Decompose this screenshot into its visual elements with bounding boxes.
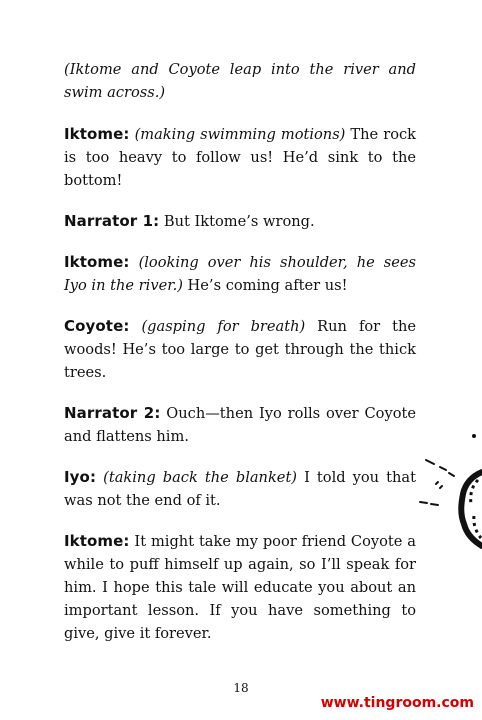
watermark-text: www.tingroom.com: [320, 695, 474, 711]
dialogue-paragraph: [64, 315, 416, 384]
speaker-name: Iktome:: [64, 125, 130, 143]
dialogue-text: Run for the woods! He’s too large to get through the thick trees.: [64, 318, 417, 381]
dialogue-text: I told you that was not the end of it.: [64, 469, 416, 509]
speaker-name: Coyote:: [64, 317, 130, 335]
dialogue-text: But Iktome’s wrong.: [159, 213, 315, 230]
dialogue-text: He’s coming after us!: [182, 277, 348, 294]
speaker-name: Narrator 1:: [64, 212, 160, 230]
dialogue-paragraph: [64, 530, 416, 645]
speaker-name: Iktome:: [64, 253, 130, 271]
stage-direction: (making swimming motions): [134, 126, 346, 143]
stage-direction: (Iktome and Coyote leap into the river and swim across.): [64, 61, 416, 101]
stage-direction: (looking over his shoulder, he sees Iyo in the river.): [64, 254, 416, 294]
dialogue-text: It might take my poor friend Coyote a while to puff himself up again, so I’ll speak for him. I hope this tale will educate you about an important lesson. If you have something to give, give it forever.: [64, 533, 416, 642]
script-page: [64, 58, 416, 663]
dialogue-text: The rock is too heavy to follow us! He’d sink to the bottom!: [64, 126, 416, 189]
stage-direction-paragraph: [64, 58, 416, 104]
dialogue-paragraph: [64, 210, 416, 233]
stage-direction: (gasping for breath): [141, 318, 306, 335]
page-number: 18: [233, 681, 249, 695]
speaker-name: Narrator 2:: [64, 404, 161, 422]
speaker-name: Iyo:: [64, 468, 97, 486]
stage-direction: (taking back the blanket): [103, 469, 297, 486]
dialogue-paragraph: [64, 466, 416, 512]
dialogue-paragraph: [64, 123, 416, 192]
decorative-illustration: [418, 430, 482, 560]
speaker-name: Iktome:: [64, 532, 130, 550]
dialogue-text: Ouch—then Iyo rolls over Coyote and flattens him.: [64, 405, 416, 445]
dialogue-paragraph: [64, 251, 416, 297]
dialogue-paragraph: [64, 402, 416, 448]
